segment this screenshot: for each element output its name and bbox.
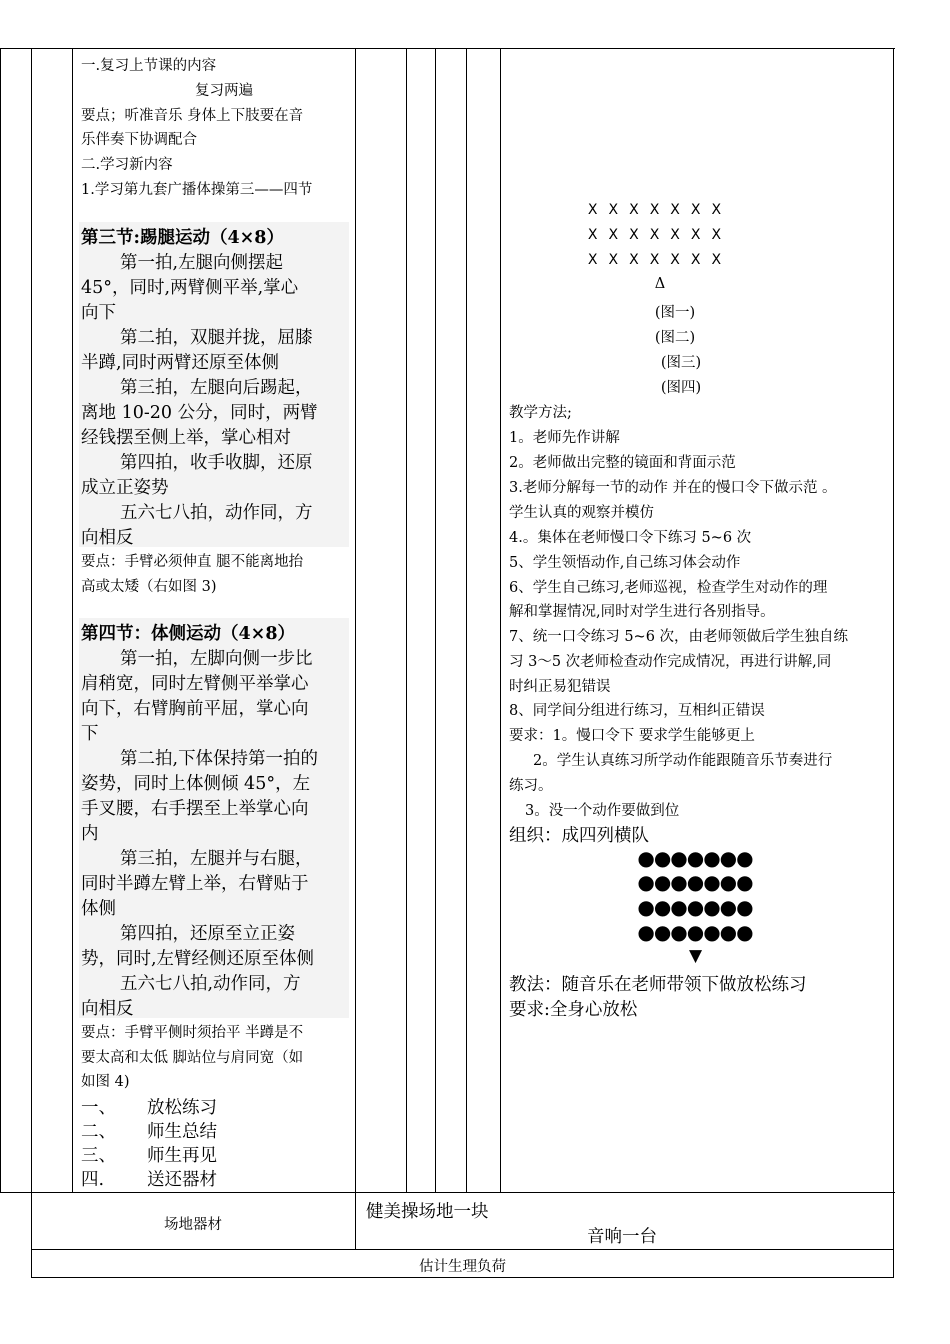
venue-line2: 音响一台 xyxy=(587,1227,657,1247)
col-line-5 xyxy=(435,48,436,1193)
requirement-text: 要求:全身心放松 xyxy=(509,1000,638,1020)
method-line: 5、学生领悟动作,自己练习体会动作 xyxy=(509,555,741,571)
col-line-1 xyxy=(31,48,32,1278)
section3-line: 向下 xyxy=(81,303,116,323)
method-line: 6、学生自己练习,老师巡视，检查学生对动作的理 xyxy=(509,580,828,596)
col-line-6 xyxy=(466,48,467,1193)
ending-num: 二、 xyxy=(81,1122,116,1142)
section4-line: 向下，右臂胸前平屈，掌心向 xyxy=(81,699,309,719)
section4-line: 第四拍，还原至立正姿 xyxy=(120,924,295,944)
review-times: 复习两遍 xyxy=(195,83,253,99)
formation-dot-row: ●●●●●●● xyxy=(637,920,753,944)
section3-line: 成立正姿势 xyxy=(81,478,169,498)
formation-x-row: XXXXXXX xyxy=(587,252,733,268)
teacher-arrow: ▼ xyxy=(688,946,702,966)
formation-dot-row: ●●●●●●● xyxy=(637,895,753,919)
venue-label: 场地器材 xyxy=(164,1217,222,1233)
physiological-load-label: 估计生理负荷 xyxy=(419,1259,506,1275)
row-line-venue-top xyxy=(0,1192,895,1193)
method2-text: 教法：随音乐在老师带领下做放松练习 xyxy=(509,975,807,995)
formation-x-row: XXXXXXX xyxy=(587,227,733,243)
section4-heading: 第四节：体侧运动（4×8） xyxy=(81,624,296,644)
ending-item: 师生总结 xyxy=(147,1122,217,1142)
section3-line: 离地 10-20 公分，同时，两臂 xyxy=(81,403,318,423)
section4-line: 五六七八拍,动作同，方 xyxy=(120,974,301,994)
review-title: 一.复习上节课的内容 xyxy=(81,58,217,74)
col-line-0 xyxy=(0,48,1,1193)
section4-line: 势，同时,左臂经侧还原至体侧 xyxy=(81,949,315,969)
table-top-border xyxy=(0,48,895,49)
section4-line: 第三拍，左腿并与右腿， xyxy=(120,849,313,869)
method-line: 8、同学间分组进行练习，互相纠正错误 xyxy=(509,703,765,719)
section3-line: 半蹲,同时两臂还原至体侧 xyxy=(81,353,280,373)
section3-line: 五六七八拍，动作同，方 xyxy=(120,503,313,523)
method-line: 要求：1。慢口令下 要求学生能够更上 xyxy=(509,728,755,744)
section4-line: 肩稍宽，同时左臂侧平举掌心 xyxy=(81,674,309,694)
section4-key-line1: 要点：手臂平侧时须抬平 半蹲是不 xyxy=(81,1025,304,1041)
method-title: 教学方法; xyxy=(509,405,572,421)
ending-num: 三、 xyxy=(81,1146,116,1166)
method-line: 1。老师先作讲解 xyxy=(509,430,620,446)
method-line: 2。学生认真练习所学动作能跟随音乐节奏进行 xyxy=(533,753,833,769)
method-line: 4.。集体在老师慢口令下练习 5~6 次 xyxy=(509,530,752,546)
ending-num: 一、 xyxy=(81,1098,116,1118)
col-line-2 xyxy=(72,48,73,1193)
col-line-8 xyxy=(893,48,894,1278)
section4-line: 第二拍,下体保持第一拍的 xyxy=(120,749,319,769)
method-line: 练习。 xyxy=(509,778,553,794)
section3-key-line1: 要点：手臂必须伸直 腿不能离地抬 xyxy=(81,554,304,570)
ending-item: 师生再见 xyxy=(147,1146,217,1166)
section3-heading: 第三节:踢腿运动（4×8） xyxy=(81,228,284,248)
section4-key-line2: 要太高和太低 脚站位与肩同宽（如 xyxy=(81,1050,304,1066)
section4-line: 同时半蹲左臂上举，右臂贴于 xyxy=(81,874,309,894)
method-line: 2。老师做出完整的镜面和背面示范 xyxy=(509,455,736,471)
section4-line: 内 xyxy=(81,824,99,844)
new-content-item: 1.学习第九套广播体操第三——四节 xyxy=(81,182,313,198)
section4-line: 第一拍，左脚向侧一步比 xyxy=(120,649,313,669)
col-line-3 xyxy=(355,48,356,1250)
method-line: 解和掌握情况,同时对学生进行各别指导。 xyxy=(509,604,775,620)
section4-line: 体侧 xyxy=(81,899,116,919)
section3-line: 向相反 xyxy=(81,528,134,548)
section4-line: 姿势，同时上体侧倾 45°，左 xyxy=(81,774,311,794)
method-line: 学生认真的观察并模仿 xyxy=(509,505,654,521)
figure-label: (图三) xyxy=(660,355,702,371)
section3-key-line2: 高或太矮（右如图 3) xyxy=(81,579,217,595)
method-line: 3。没一个动作要做到位 xyxy=(525,803,680,819)
section3-line: 45°，同时,两臂侧平举,掌心 xyxy=(81,278,299,298)
table-bottom-border xyxy=(31,1277,894,1278)
new-content-title: 二.学习新内容 xyxy=(81,157,173,173)
section3-line: 第四拍，收手收脚，还原 xyxy=(120,453,313,473)
col-line-7 xyxy=(500,48,501,1193)
ending-num: 四. xyxy=(81,1170,105,1190)
section4-key-line3: 如图 4) xyxy=(81,1074,130,1090)
section3-line: 第三拍，左腿向后踢起， xyxy=(120,378,313,398)
section4-line: 下 xyxy=(81,724,99,744)
method-line: 7、统一口令练习 5~6 次，由老师领做后学生独自练 xyxy=(509,629,849,645)
organization-text: 组织：成四列横队 xyxy=(509,826,649,846)
section4-line: 向相反 xyxy=(81,999,134,1019)
section3-line: 经钱摆至侧上举，掌心相对 xyxy=(81,428,291,448)
method-line: 习 3～5 次老师检查动作完成情况，再进行讲解,同 xyxy=(509,654,832,670)
figure-label: (图四) xyxy=(660,380,702,396)
col-line-4 xyxy=(406,48,407,1193)
figure-label: (图二) xyxy=(654,330,696,346)
section3-line: 第一拍,左腿向侧摆起 xyxy=(120,253,284,273)
formation-dot-row: ●●●●●●● xyxy=(637,846,753,870)
ending-item: 送还器材 xyxy=(147,1170,217,1190)
ending-item: 放松练习 xyxy=(147,1098,217,1118)
section3-line: 第二拍，双腿并拢，屈膝 xyxy=(120,328,313,348)
row-line-venue-bottom xyxy=(31,1249,894,1250)
method-line: 3.老师分解每一节的动作 并在的慢口令下做示范 。 xyxy=(509,480,837,496)
section4-line: 手叉腰，右手摆至上举掌心向 xyxy=(81,799,309,819)
formation-x-row: XXXXXXX xyxy=(587,202,733,218)
venue-line1: 健美操场地一块 xyxy=(366,1202,489,1222)
review-key-line1: 要点；听准音乐 身体上下肢要在音 xyxy=(81,108,304,124)
method-line: 时纠正易犯错误 xyxy=(509,679,611,695)
review-key-line2: 乐伴奏下协调配合 xyxy=(81,132,197,148)
formation-dot-row: ●●●●●●● xyxy=(637,870,753,894)
teacher-position-mark: Δ xyxy=(654,276,666,292)
figure-label: (图一) xyxy=(654,305,696,321)
